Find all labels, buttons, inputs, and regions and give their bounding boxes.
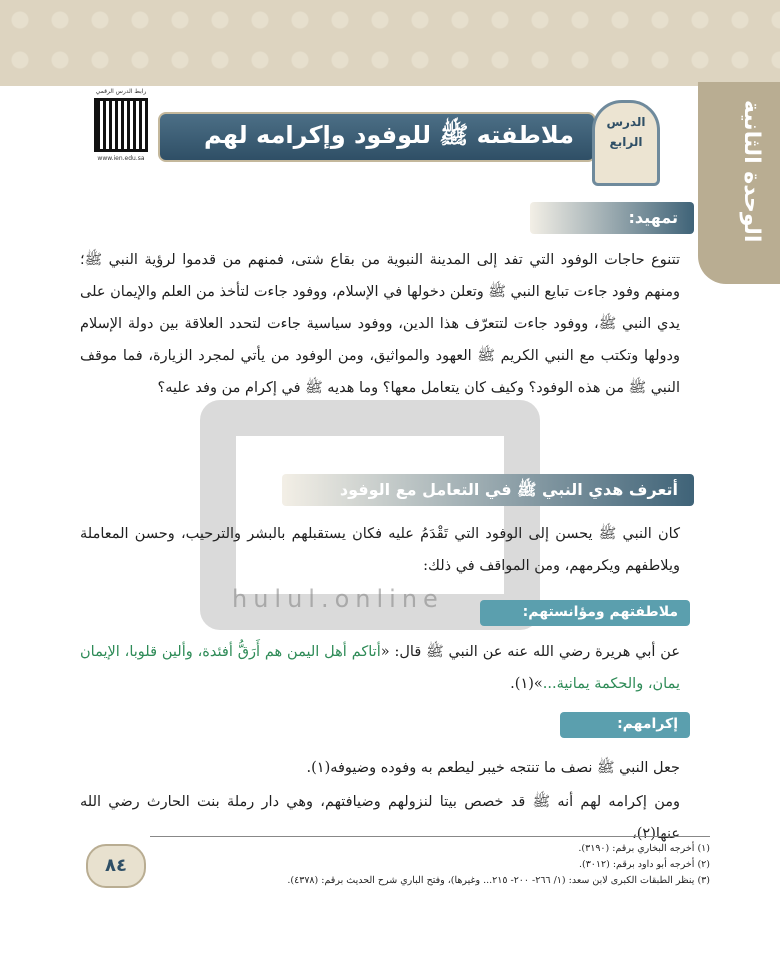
lesson-badge-line-1: الدرس bbox=[606, 115, 646, 129]
lesson-title: ملاطفته ﷺ للوفود وإكرامه لهم bbox=[203, 121, 574, 149]
intro-heading-bar bbox=[530, 202, 694, 234]
page-number: ٨٤ bbox=[86, 844, 146, 888]
lesson-badge bbox=[592, 100, 660, 186]
qr-url: www.ien.edu.sa bbox=[97, 155, 145, 162]
kindness-end: »(١). bbox=[510, 676, 543, 692]
guidance-heading: أتعرف هدي النبي ﷺ في التعامل مع الوفود والضيوف: bbox=[339, 480, 678, 522]
lesson-badge-line-2: الرابع bbox=[609, 135, 643, 149]
honor-paragraph-1: جعل النبي ﷺ نصف ما تنتجه خيبر ليطعم به وفوده وضيوفه(١). bbox=[306, 760, 680, 776]
guidance-paragraph: كان النبي ﷺ يحسن إلى الوفود التي تَقْدَمُ عليه فكان يستقبلهم بالبشر والترحيب، وحسن المعاملة ويلاطفهم ويكرمهم، ومن المواقف في ذلك: bbox=[80, 526, 680, 574]
kindness-paragraph bbox=[80, 636, 680, 700]
qr-block[interactable] bbox=[88, 88, 154, 180]
footnote-3: (٣) ينظر الطبقات الكبرى لابن سعد: (١/ ٢٦٦- ٢٠٠- ٢١٥... وغيرها)، وفتح الباري شرح الحديث برقم: (٤٣٧٨). bbox=[287, 875, 710, 886]
lesson-title-bar bbox=[158, 112, 596, 162]
kindness-intro: عن أبي هريرة رضي الله عنه عن النبي ﷺ قال: « bbox=[380, 644, 680, 660]
kindness-heading-bar bbox=[480, 600, 690, 626]
kindness-hadith: أتاكم أهل اليمن هم أَرَقُّ أفئدة، وألين قلوبا، الإيمان يمان، والحكمة يمانية... bbox=[80, 644, 680, 692]
honor-paragraph-2: ومن إكرامه لهم أنه ﷺ قد خصص بيتا لنزولهم وضيافتهم، وهي دار رملة بنت الحارث رضي الله عنها(٢)، bbox=[80, 794, 680, 842]
watermark-text: hulul.online bbox=[232, 585, 444, 613]
footnote-2: (٢) أخرجه أبو داود برقم: (٣٠١٢). bbox=[578, 859, 710, 870]
unit-label: الوحدة الثانية bbox=[739, 100, 764, 243]
footnotes bbox=[150, 836, 710, 889]
guidance-heading-bar bbox=[282, 474, 694, 522]
honor-heading: إكرامهم: bbox=[617, 716, 678, 732]
kindness-heading: ملاطفتهم ومؤانستهم: bbox=[522, 604, 678, 620]
intro-heading: تمهيد: bbox=[628, 208, 678, 227]
honor-heading-bar bbox=[560, 712, 690, 738]
qr-code-icon[interactable] bbox=[94, 98, 148, 152]
intro-paragraph: تتنوع حاجات الوفود التي تفد إلى المدينة النبوية من بقاع شتى، فمنهم من قدموا لرؤية النبي ﷺ؛ ومنهم وفود جاءت تبايع النبي ﷺ وتعلن دخولها في الإسلام، ووفود جاءت لتأخذ من العلم والإيمان على يدي النبي ﷺ، ووفود جاءت لتتعرّف هذا الدين، ووفود سياسية جاءت لتحدد العلاقة بين دولة الإسلام ودولها وتكتب مع النبي الكريم ﷺ العهود والمواثيق، ومن الوفود من يأتي لمجرد الزيارة، فما موقف النبي ﷺ من هذه الوفود؟ وكيف كان يتعامل معها؟ وما هديه ﷺ في إكرام من وفد عليه؟ bbox=[80, 252, 680, 396]
qr-label: رابط الدرس الرقمي bbox=[95, 88, 147, 95]
footnote-1: (١) أخرجه البخاري برقم: (٣١٩٠). bbox=[578, 843, 710, 854]
top-banner bbox=[0, 0, 780, 86]
unit-side-tab bbox=[698, 82, 780, 284]
